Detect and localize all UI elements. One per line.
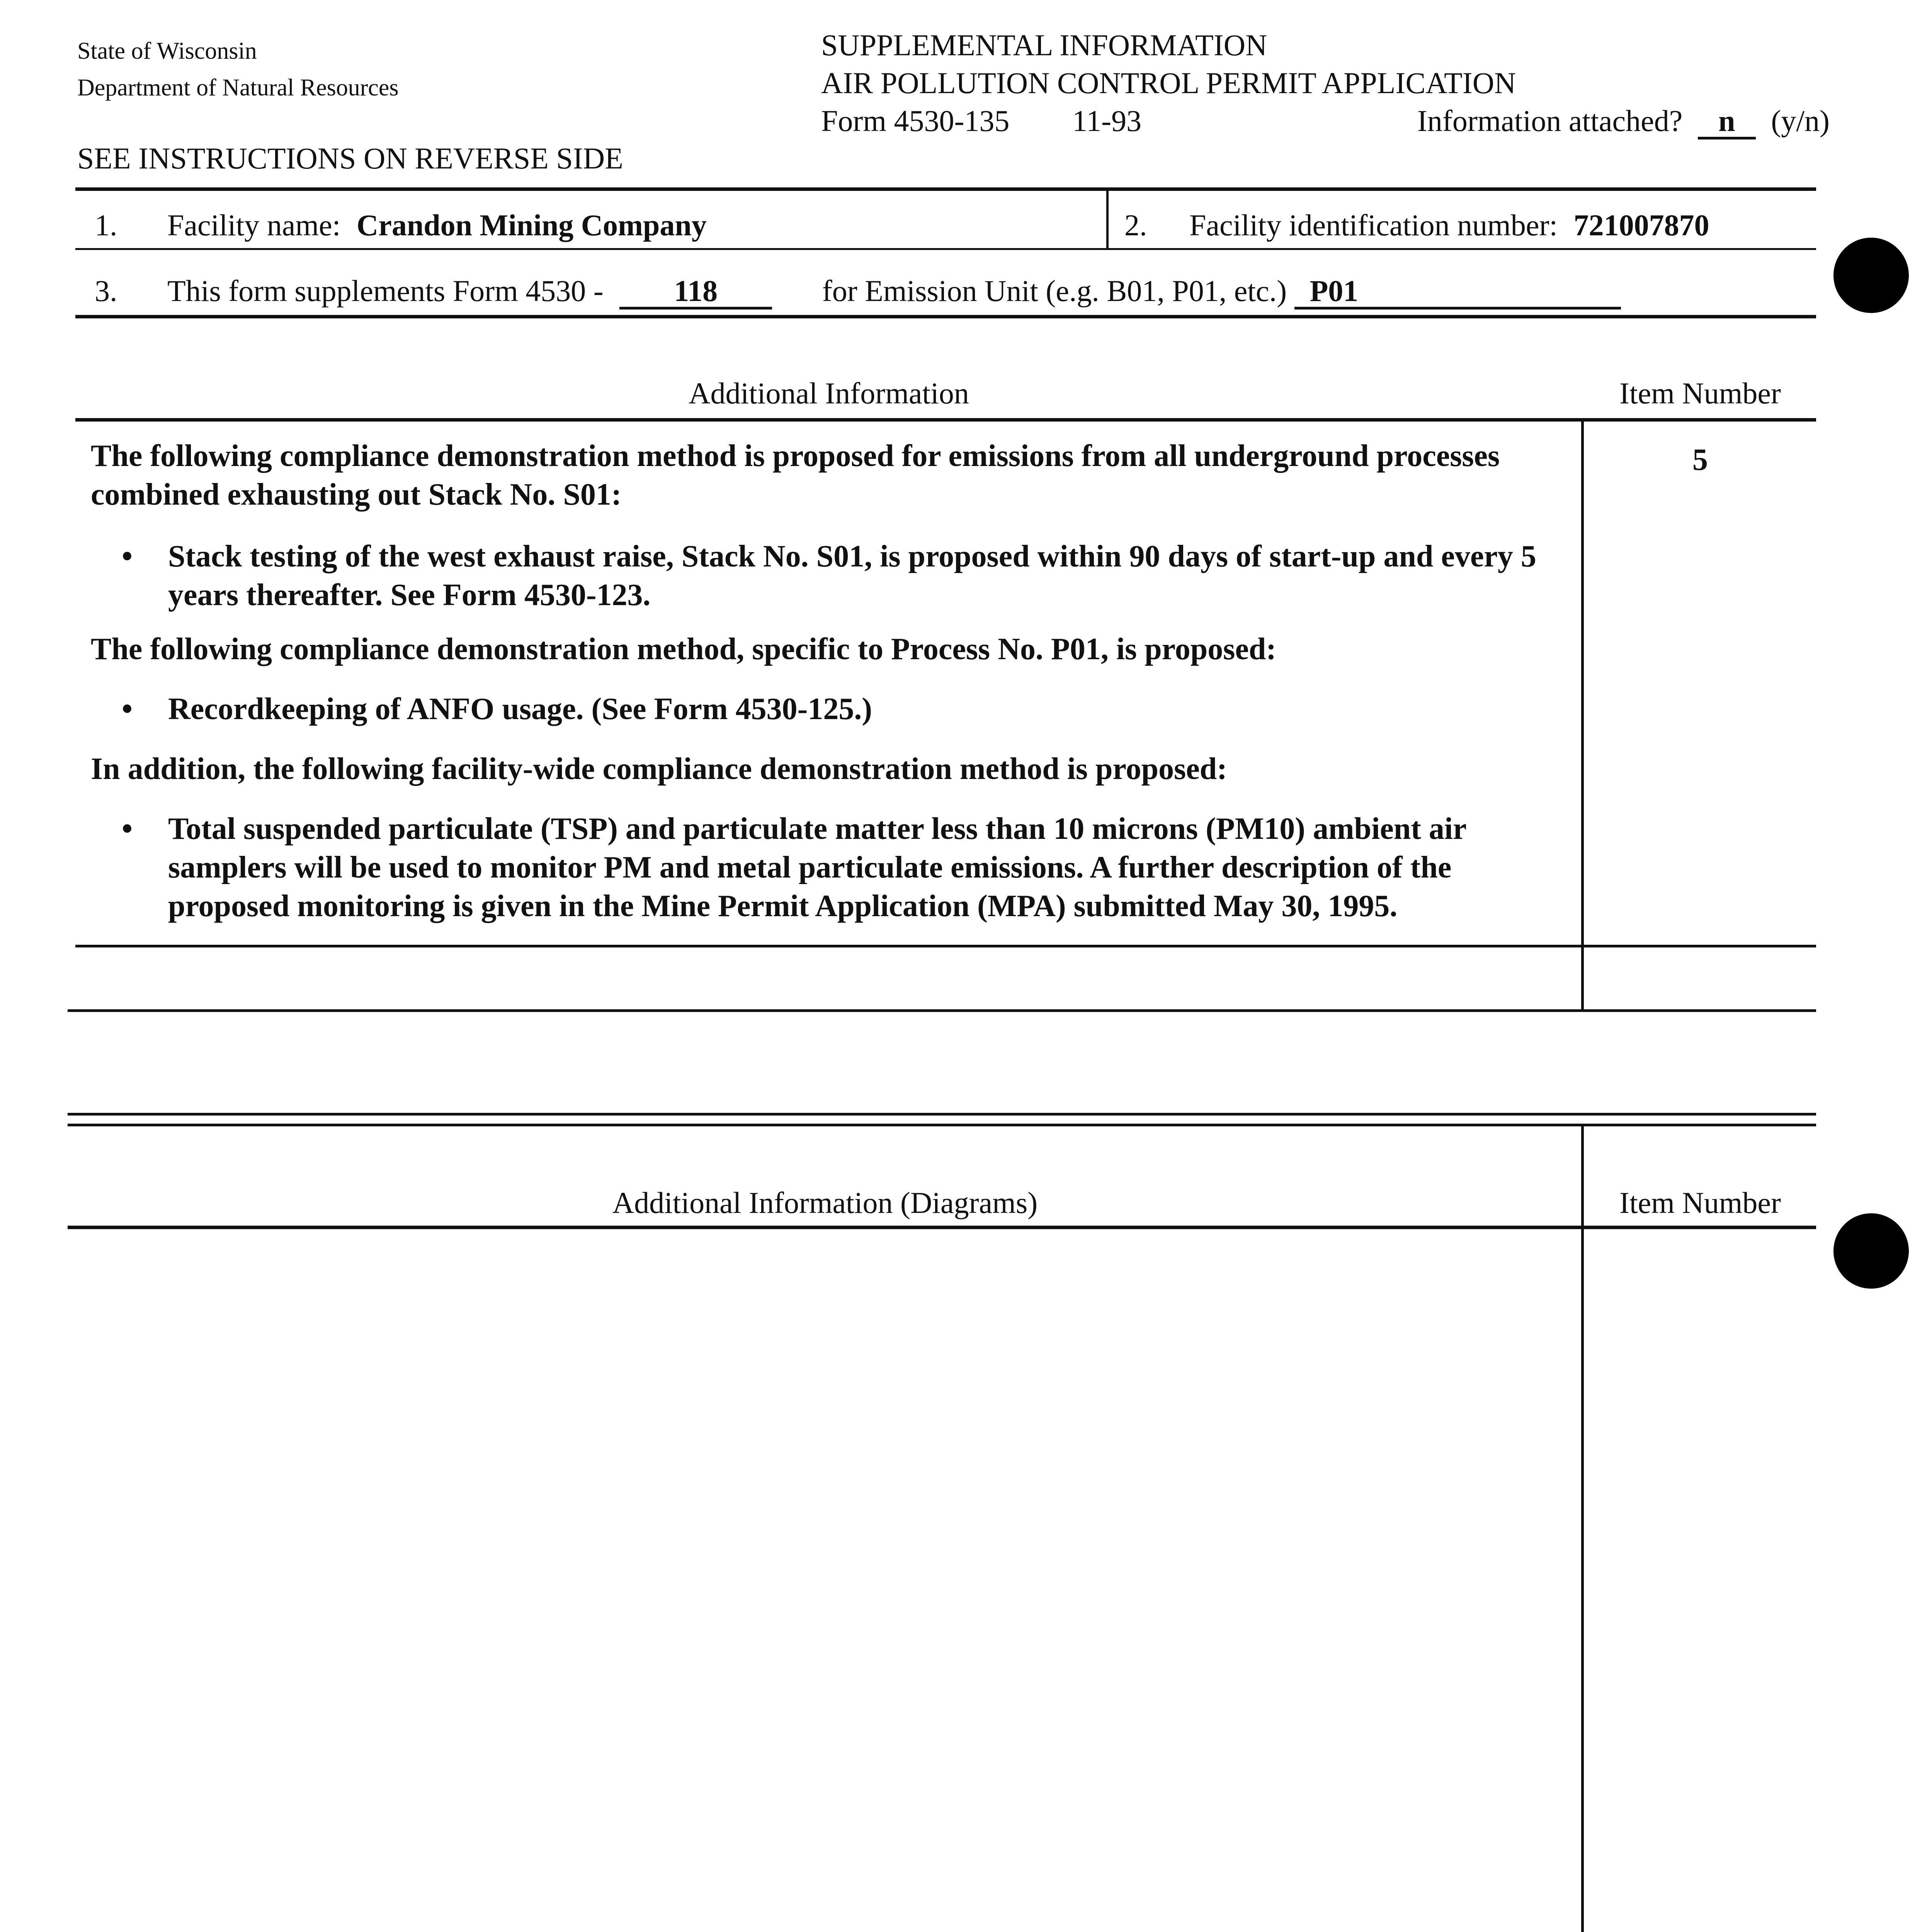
form-info-row (821, 102, 1830, 140)
punch-hole-middle (1833, 1213, 1909, 1289)
diagram-top-double-rule-a (68, 1113, 1816, 1116)
form-date: 11-93 (1072, 104, 1142, 138)
id-num: 2. (1124, 208, 1147, 242)
attached-question (1417, 102, 1830, 140)
info-bullet-3: • Total suspended particulate (TSP) and particulate matter less than 10 microns (PM10) ambient air samplers will be used to monitor PM and metal particulate emissions. A further description of the proposed monitoring is given in the Mine Permit Application (MPA) submitted May 30, 1995. (91, 810, 1571, 925)
instructions-note: SEE INSTRUCTIONS ON REVERSE SIDE (77, 141, 623, 175)
info-paragraph-3: In addition, the following facility-wide compliance demonstration method is proposed: (91, 752, 1227, 786)
info-lower-rule (75, 945, 1816, 947)
supp-label: This form supplements Form 4530 - (167, 274, 604, 308)
state-label: State of Wisconsin (77, 38, 257, 64)
diagram-header: Additional Information (Diagrams) (612, 1186, 1038, 1219)
info-item-header: Item Number (1619, 376, 1781, 410)
form-title-block (821, 26, 1830, 140)
id-value[interactable]: 721007870 (1573, 208, 1709, 242)
info-bullets-3 (91, 810, 1571, 925)
info-paragraph-2: The following compliance demonstration method, specific to Process No. P01, is proposed: (91, 632, 1277, 666)
agency-block (77, 33, 399, 106)
fields-divider (1106, 187, 1109, 249)
info-item-number: 5 (1692, 443, 1708, 477)
form-title-line2: AIR POLLUTION CONTROL PERMIT APPLICATION (821, 66, 1516, 100)
supp-num: 3. (95, 274, 117, 308)
facility-value[interactable]: Crandon Mining Company (356, 208, 707, 242)
fields-bottom-rule (75, 315, 1816, 318)
diagram-header-rule (68, 1226, 1816, 1229)
info-body (91, 437, 1571, 925)
form-title-line1: SUPPLEMENTAL INFORMATION (821, 28, 1267, 62)
info-bullet-2: • Recordkeeping of ANFO usage. (See Form 4530-125.) (91, 690, 1571, 728)
attached-label: Information attached? (1417, 104, 1683, 138)
facility-label: Facility name: (167, 208, 341, 242)
facility-id-field (1124, 207, 1709, 243)
attached-value[interactable]: n (1698, 105, 1756, 139)
fields-top-rule (75, 187, 1816, 191)
diagram-top-double-rule-b (68, 1124, 1816, 1126)
emission-value[interactable]: P01 (1294, 275, 1621, 310)
punch-hole-top (1833, 238, 1909, 313)
id-label: Facility identification number: (1189, 208, 1558, 242)
facility-name-field (95, 207, 707, 243)
info-header-rule (75, 418, 1816, 422)
diagram-item-header: Item Number (1619, 1186, 1781, 1219)
diagram-area[interactable] (68, 1229, 1581, 1932)
diagram-column-divider (1581, 1126, 1584, 1932)
emission-label: for Emission Unit (e.g. B01, P01, etc.) (822, 274, 1287, 308)
form-number: Form 4530-135 (821, 104, 1010, 138)
info-paragraph-1: The following compliance demonstration method is proposed for emissions from all underground processes combined exhausting out Stack No. S01: (91, 439, 1500, 512)
info-bullet-1: • Stack testing of the west exhaust raise, Stack No. S01, is proposed within 90 days of start-up and every 5 years thereafter. See Form 4530-123. (91, 537, 1571, 614)
department-label: Department of Natural Resources (77, 75, 399, 101)
info-column-divider (1581, 418, 1584, 1011)
facility-num: 1. (95, 208, 117, 242)
attached-hint: (y/n) (1771, 104, 1830, 138)
fields-mid-rule (75, 248, 1816, 250)
supp-value[interactable]: 118 (619, 275, 772, 310)
info-bullets-2 (91, 690, 1571, 728)
info-header: Additional Information (689, 376, 969, 410)
supplement-field (95, 272, 1621, 310)
info-bullets-1 (91, 537, 1571, 614)
info-bottom-rule (68, 1009, 1816, 1012)
